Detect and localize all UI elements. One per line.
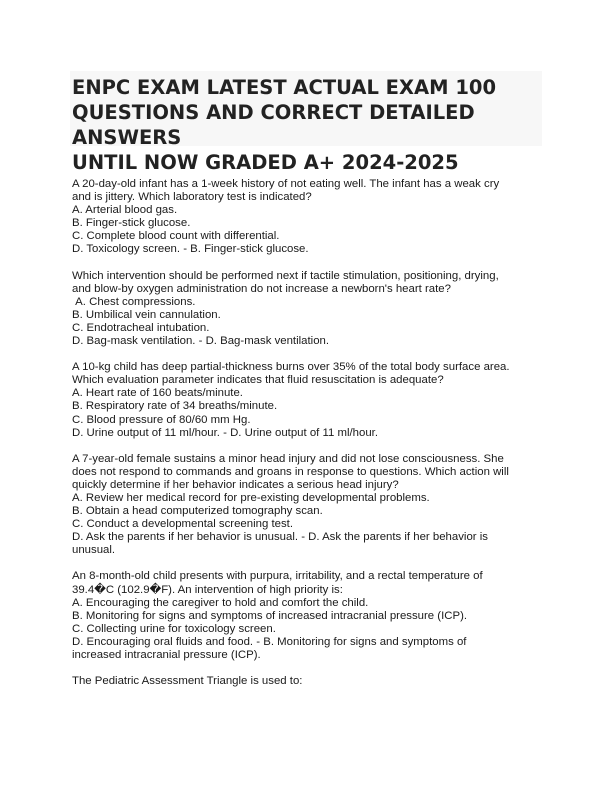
question-1 — [72, 178, 542, 257]
question-3 — [72, 361, 542, 440]
answer-option: B. Umbilical vein cannulation. — [72, 308, 221, 321]
answer-option: B. Finger-stick glucose. — [72, 217, 191, 230]
question-2 — [72, 270, 542, 349]
answer-option: D. Toxicology screen. - B. Finger-stick glucose. — [72, 243, 309, 256]
question-4 — [72, 453, 542, 558]
answer-option: D. Encouraging oral fluids and food. - B. Monitoring for signs and symptoms of increased intracranial pressure (ICP). — [72, 635, 467, 661]
answer-option: C. Endotracheal intubation. — [72, 321, 210, 334]
question-list — [72, 178, 542, 701]
answer-option: D. Bag-mask ventilation. - D. Bag-mask ventilation. — [72, 335, 330, 348]
answer-option: A. Heart rate of 160 beats/minute. — [72, 387, 243, 400]
answer-option: B. Respiratory rate of 34 breaths/minute. — [72, 400, 278, 413]
answer-option: C. Blood pressure of 80/60 mm Hg. — [72, 413, 251, 426]
answer-option: C. Conduct a developmental screening test. — [72, 518, 293, 531]
question-stem: The Pediatric Assessment Triangle is used to: — [72, 675, 303, 688]
answer-option: C. Complete blood count with differential. — [72, 230, 280, 243]
document-title: ENPC EXAM LATEST ACTUAL EXAM 100 QUESTIONS AND CORRECT DETAILED ANSWERS UNTIL NOW GRADED A+ 2024-2025 — [72, 76, 497, 174]
question-stem: Which intervention should be performed next if tactile stimulation, positioning, drying, and blow-by oxygen administration do not increase a newborn's heart rate? — [72, 269, 499, 295]
answer-option: D. Urine output of 11 ml/hour. - D. Urine output of 11 ml/hour. — [72, 426, 379, 439]
answer-option: C. Collecting urine for toxicology screen. — [72, 622, 276, 635]
question-6 — [72, 675, 542, 688]
question-stem: A 10-kg child has deep partial-thickness burns over 35% of the total body surface area. Which evaluation parameter indicates that fluid resuscitation is adequate? — [72, 361, 510, 387]
question-stem: An 8-month-old child presents with purpura, irritability, and a rectal temperature of 39.4�C (102.9�F). An intervention of high priority is: — [72, 570, 483, 596]
answer-option: A. Encouraging the caregiver to hold and comfort the child. — [72, 596, 369, 609]
answer-option: A. Review her medical record for pre-existing developmental problems. — [72, 491, 430, 504]
answer-option: D. Ask the parents if her behavior is unusual. - D. Ask the parents if her behavior is unusual. — [72, 531, 488, 557]
answer-option: A. Arterial blood gas. — [72, 204, 178, 217]
answer-option: A. Chest compressions. — [72, 295, 196, 308]
question-stem: A 7-year-old female sustains a minor head injury and did not lose consciousness. She does not respond to commands and groans in response to questions. Which action will quickly determine if her behavior indicates a serious head injury? — [72, 452, 509, 491]
question-stem: A 20-day-old infant has a 1-week history of not eating well. The infant has a weak cry and is jittery. Which laboratory test is indicated? — [72, 178, 500, 204]
question-5 — [72, 570, 542, 662]
answer-option: B. Monitoring for signs and symptoms of increased intracranial pressure (ICP). — [72, 609, 468, 622]
answer-option: B. Obtain a head computerized tomography scan. — [72, 505, 323, 518]
